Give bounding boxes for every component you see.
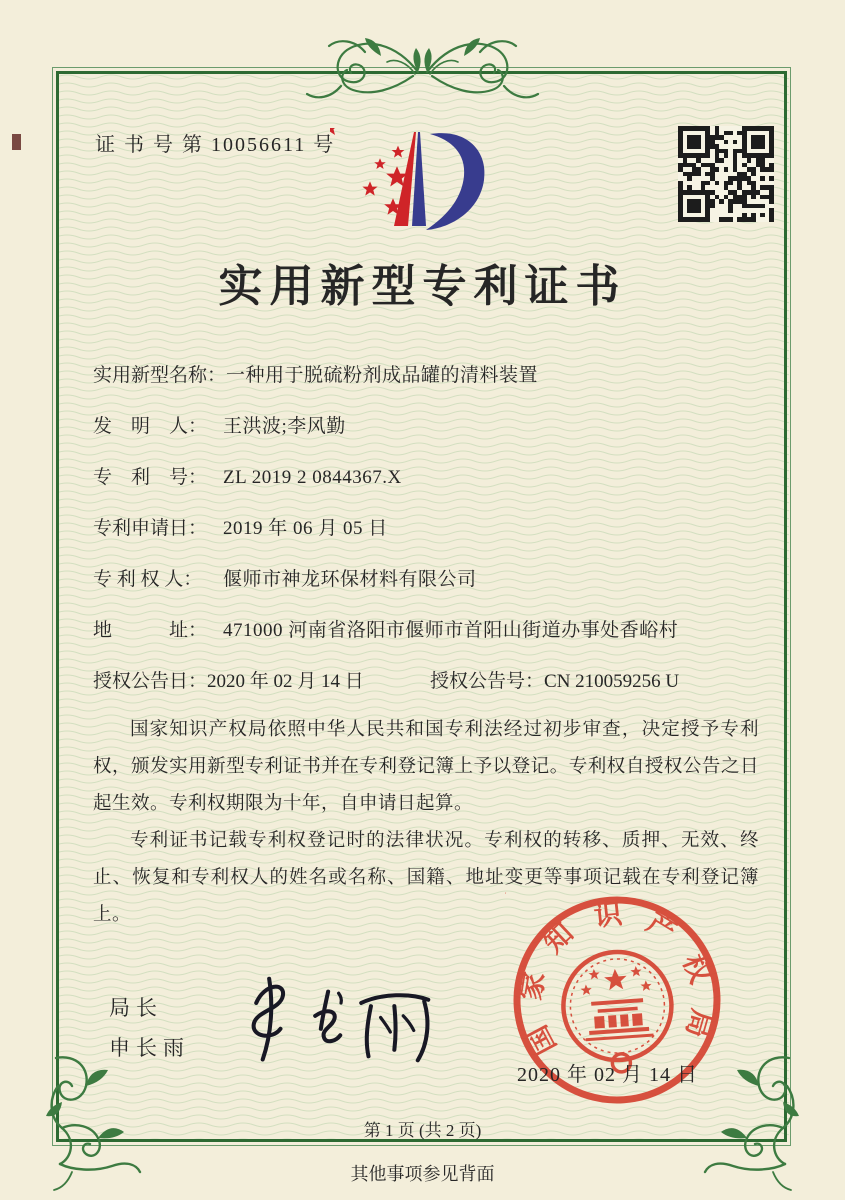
field-label: 发 明 人： <box>93 416 208 437</box>
cnipa-logo-icon <box>330 128 520 236</box>
svg-text:识: 识 <box>592 899 624 933</box>
field-label: 专 利 权 人： <box>93 569 203 590</box>
svg-text:知: 知 <box>538 917 580 960</box>
back-note: 其他事项参见背面 <box>350 1164 495 1184</box>
field-row-grant <box>93 668 758 696</box>
field-label: 授权公告日： <box>93 671 208 692</box>
bottom-left-flourish-ornament <box>42 1052 142 1192</box>
field-value: 王洪波;李风勤 <box>223 416 346 437</box>
legal-paragraph-1: 国家知识产权局依照中华人民共和国专利法经过初步审查，决定授予专利权，颁发实用新型专利证书并在专利登记簿上予以登记。专利权自授权公告之日起生效。专利权期限为十年，自申请日起算。 <box>93 720 759 814</box>
svg-text:国: 国 <box>522 1020 563 1060</box>
field-value: ZL 2019 2 0844367.X <box>223 467 402 488</box>
field-label: 地 址： <box>93 620 208 641</box>
field-row-patentee <box>93 566 758 594</box>
field-value: CN 210059256 U <box>544 671 680 692</box>
svg-text:权: 权 <box>676 950 716 988</box>
field-list <box>93 362 758 696</box>
field-label: 专 利 号： <box>93 467 208 488</box>
grant-date <box>93 668 430 696</box>
field-label: 专利申请日： <box>93 518 208 539</box>
field-value: 2019 年 06 月 05 日 <box>223 518 388 539</box>
legal-paragraph-2: 专利证书记载专利权登记时的法律状况。专利权的转移、质押、无效、终止、恢复和专利权人的姓名或名称、国籍、地址变更等事项记载在专利登记簿上。 <box>93 831 759 925</box>
field-row-address <box>93 617 758 645</box>
field-value: 2020 年 02 月 14 日 <box>207 671 364 692</box>
field-label: 授权公告号： <box>430 671 545 692</box>
officer-name: 申长雨 <box>109 1036 190 1060</box>
certificate-number: 证 书 号 第 10056611 号 <box>95 134 336 156</box>
field-value: 偃师市神龙环保材料有限公司 <box>223 569 477 590</box>
field-row-inventor <box>93 413 758 441</box>
svg-text:局: 局 <box>679 1005 717 1042</box>
page-number: 第 1 页 (共 2 页) <box>363 1121 482 1140</box>
svg-text:产: 产 <box>640 907 681 949</box>
field-value: 471000 河南省洛阳市偃师市首阳山街道办事处香峪村 <box>223 620 679 641</box>
field-row-patent-no <box>93 464 758 492</box>
director-signature-icon <box>232 965 442 1070</box>
field-value: 一种用于脱硫粉剂成品罐的清料装置 <box>226 365 539 386</box>
seal-date: 2020 年 02 月 14 日 <box>517 1064 698 1086</box>
officer-title: 局长 <box>109 996 163 1020</box>
page-title: 实用新型专利证书 <box>218 262 627 311</box>
qr-code <box>678 126 774 222</box>
grant-number <box>430 668 679 696</box>
field-row-name <box>93 362 758 390</box>
top-flourish-ornament <box>295 32 550 112</box>
scan-edge-mark <box>12 134 21 150</box>
field-row-filing-date <box>93 515 758 543</box>
field-label: 实用新型名称： <box>93 365 227 386</box>
svg-text:家: 家 <box>516 969 552 1003</box>
